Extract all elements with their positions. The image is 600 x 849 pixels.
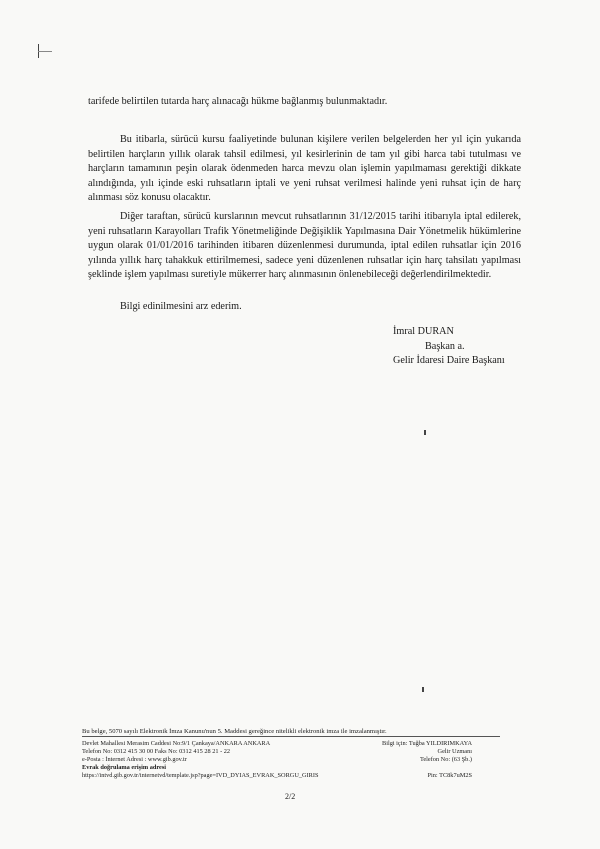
footer-address: Devlet Mahallesi Merasim Caddesi No:9/1 Çankaya/ANKARA ANKARA [82,740,271,747]
footer-phone: Telefon No: 0312 415 30 00 Faks No: 0312 415 28 21 - 22 [82,748,231,756]
signatory-title: Başkan a. [425,340,465,352]
paragraph-2: Diğer taraftan, sürücü kurslarının mevcut ruhsatlarının 31/12/2015 tarihi itibarıyla iptal edilerek, yeni ruhsatların Karayolları Trafik Yönetmeliğinde Değişiklik Yapılmasına Dair Yönetmelik hükümlerine uygun olarak 01/01/2016 tarihinden itibaren düzenlenmesi durumunda, iptal edilen ruhsatlar için 2016 yılında yıllık harç tahakkuk ettirilmemesi, sadece yeni düzenlenen ruhsatlar için harç tahsilatı yapılması şeklinde işlem yapılması suretiyle mükerrer harç alınmasının önlenebileceği değerlendirilmektedir. [88,211,521,281]
footer [82,740,472,780]
footer-contact-phone: Telefon No: (63 Şb.) [419,756,472,764]
scan-speck [424,430,426,435]
footer-verify-url[interactable]: https://intvd.gib.gov.tr/internetvd/template.jsp?page=IVD_DYIAS_EVRAK_SORGU_GIRIS [82,772,319,780]
paragraph-3: Bilgi edinilmesini arz ederim. [120,301,242,312]
e-signature-note: Bu belge, 5070 sayılı Elektronik İmza Kanunu'nun 5. Maddesi gereğince nitelikli elektronik imza ile imzalanmıştır. [82,728,500,737]
corner-mark [38,51,52,52]
signatory-department: Gelir İdaresi Daire Başkanı [393,355,505,367]
footer-contact: Bilgi için: Tuğba YILDIRIMKAYA [382,740,472,747]
footer-email: e-Posta : İnternet Adresi : www.gib.gov.tr [82,756,187,764]
footer-contact-title: Gelir Uzmanı [437,748,472,756]
footer-pin: Pin: TC8k7uM2S [427,772,472,780]
paragraph-0: tarifede belirtilen tutarda harç alınacağı hükme bağlanmış bulunmaktadır. [88,96,388,107]
paragraph-1: Bu itibarla, sürücü kursu faaliyetinde bulunan kişilere verilen belgelerden her yıl için yukarıda belirtilen harçların yıllık olarak tahsil edilmesi, yıl kesirlerinin de tam yıl gibi harca tabi tutulması ve harçların tamamının peşin olarak ödenmeden harca mevzu olan işlemin yapılmaması gerektiği dikkate alındığında, yılı içinde eski ruhsatların iptali ve yeni ruhsat verilmesi halinde yeni ruhsat için de harç alınması söz konusu olacaktır. [88,134,521,204]
signatory-name: İmral DURAN [393,326,454,337]
scan-speck [422,687,424,692]
page-number: 2/2 [285,792,296,801]
footer-verify-label: Evrak doğrulama erişim adresi [82,764,167,772]
signature-block [393,325,505,369]
